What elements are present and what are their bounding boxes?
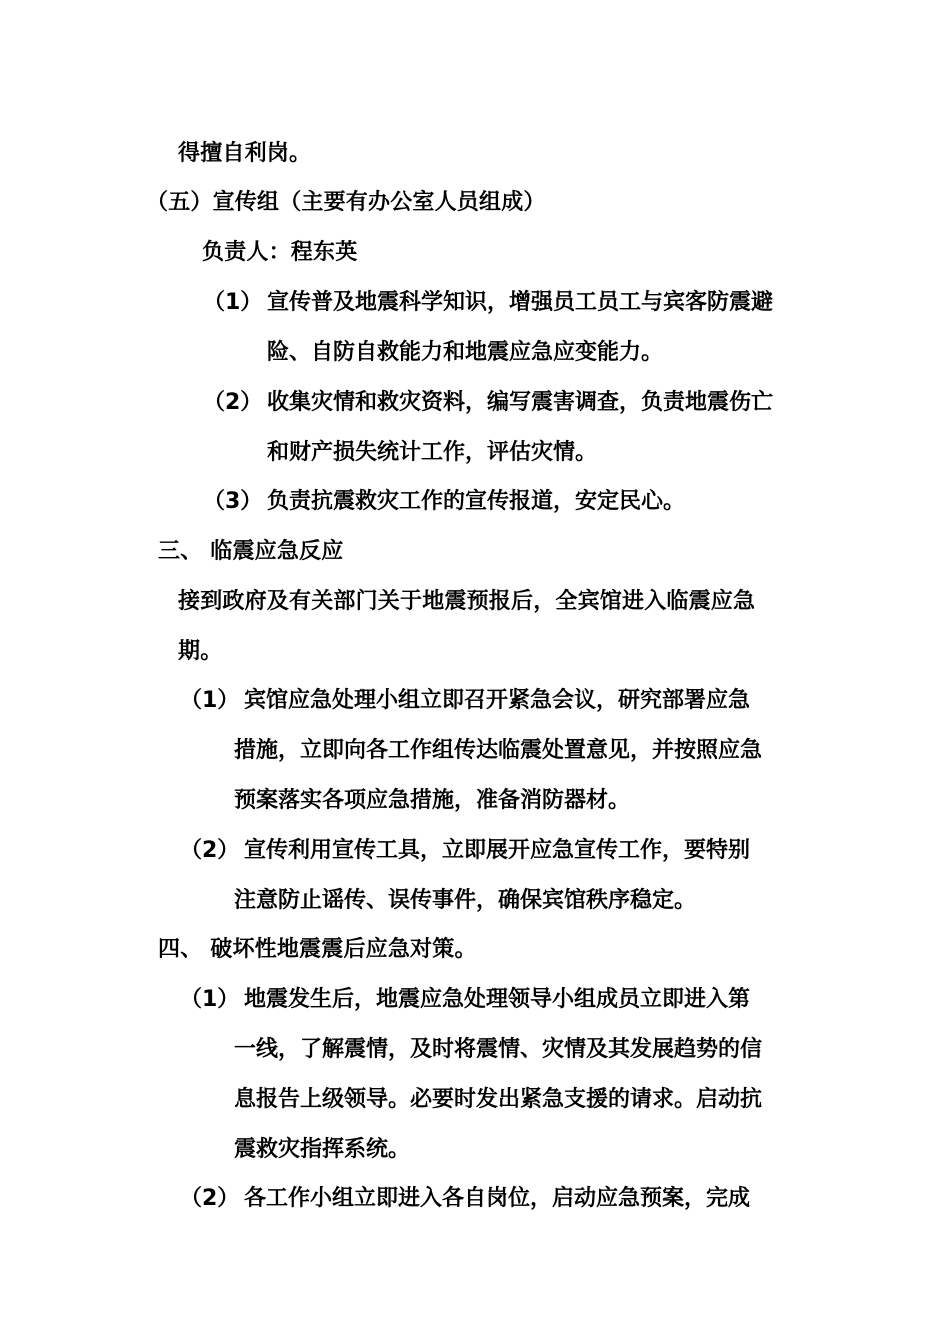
section-five-heading: （五）宣传组（主要有办公室人员组成）: [146, 190, 546, 215]
item-line: 措施，立即向各工作组传达临震处置意见，并按照应急: [234, 738, 763, 763]
section-five-person: 负责人：程东英: [202, 240, 358, 265]
paragraph-continuation: 得擅自利岗。: [178, 141, 312, 166]
item-number: （3）: [203, 489, 263, 514]
section-three-intro-line: 期。: [178, 639, 223, 664]
item-number: （1）: [180, 688, 240, 713]
item-line: 宣传利用宣传工具，立即展开应急宣传工作，要特别: [244, 838, 751, 863]
item-line: 负责抗震救灾工作的宣传报道，安定民心。: [267, 489, 686, 514]
item-line: 地震发生后，地震应急处理领导小组成员立即进入第: [244, 987, 751, 1012]
item-line: 和财产损失统计工作，评估灾情。: [267, 440, 598, 465]
item-number: （2）: [180, 838, 240, 863]
item-number: （1）: [180, 987, 240, 1012]
section-three-intro-line: 接到政府及有关部门关于地震预报后，全宾馆进入临震应急: [178, 589, 756, 614]
item-line: 震救灾指挥系统。: [234, 1137, 411, 1162]
item-number: （1）: [203, 290, 263, 315]
item-line: 息报告上级领导。必要时发出紧急支援的请求。启动抗: [234, 1087, 763, 1112]
item-line: 宾馆应急处理小组立即召开紧急会议，研究部署应急: [244, 688, 751, 713]
item-line: 宣传普及地震科学知识，增强员工员工与宾客防震避: [267, 290, 774, 315]
item-line: 险、自防自救能力和地震应急应变能力。: [267, 340, 664, 365]
item-line: 预案落实各项应急措施，准备消防器材。: [234, 788, 631, 813]
item-number: （2）: [203, 390, 263, 415]
item-line: 各工作小组立即进入各自岗位，启动应急预案，完成: [244, 1186, 751, 1211]
item-line: 一线，了解震情，及时将震情、灾情及其发展趋势的信: [234, 1037, 763, 1062]
item-line: 注意防止谣传、误传事件，确保宾馆秩序稳定。: [234, 888, 697, 913]
item-line: 收集灾情和救灾资料，编写震害调查，负责地震伤亡: [267, 390, 774, 415]
item-number: （2）: [180, 1186, 240, 1211]
section-four-heading: 四、 破坏性地震震后应急对策。: [158, 937, 477, 962]
section-three-heading: 三、 临震应急反应: [158, 539, 344, 564]
